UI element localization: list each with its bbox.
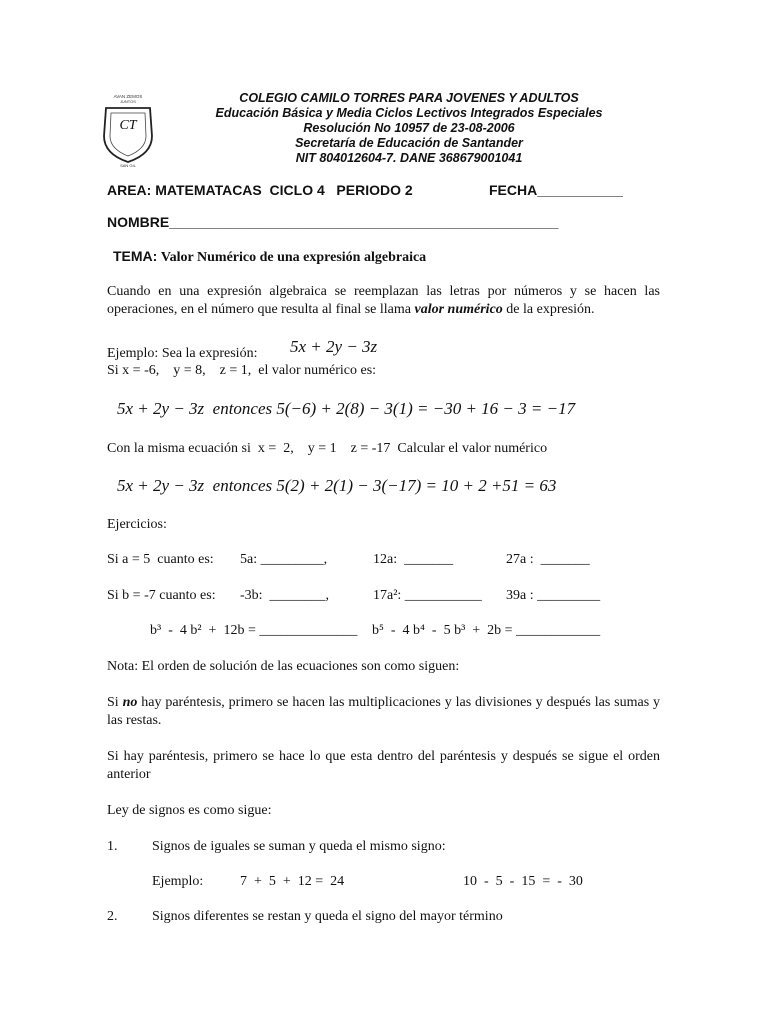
area-line: AREA: MATEMATACAS CICLO 4 PERIODO 2 [107, 182, 413, 198]
topic-label: TEMA: [113, 248, 158, 264]
exercise-row-b-cond: Si b = -7 cuanto es: [107, 588, 216, 603]
svg-text:JUNTOS: JUNTOS [120, 99, 136, 104]
intro-bold-term: valor numérico [414, 302, 503, 317]
exercise-row-a-c2[interactable]: 12a: _______ [373, 552, 454, 567]
list-number-2: 2. [107, 909, 118, 924]
exercise-row-a-cond: Si a = 5 cuanto es: [107, 552, 214, 567]
exercise-row-a-c3[interactable]: 27a : _______ [506, 552, 590, 567]
school-nit: NIT 804012604-7. DANE 368679001041 [295, 151, 523, 165]
example-equation-2: 5x + 2y − 3z entonces 5(2) + 2(1) − 3(−17) = 10 + 2 +51 = 63 [117, 476, 557, 495]
school-name: COLEGIO CAMILO TORRES PARA JOVENES Y ADULTOS [239, 91, 579, 105]
exercise-row-b-c2[interactable]: 17a²: ___________ [373, 588, 482, 603]
exercise-row-a-c1[interactable]: 5a: _________, [240, 552, 328, 567]
exercise-row-b-c1[interactable]: -3b: ________, [240, 588, 330, 603]
exercises-title: Ejercicios: [107, 517, 167, 532]
nombre-field: NOMBRE__________________________________________________ [107, 214, 559, 230]
topic-title: Valor Numérico de una expresión algebraica [160, 250, 427, 265]
parentheses-rule: Si hay paréntesis, primero se hace lo que esta dentro del paréntesis y después se sigue el orden anterior [107, 749, 660, 782]
example-label: Ejemplo: Sea la expresión: [107, 346, 258, 361]
no-rule-emphasis: no [122, 695, 138, 710]
school-program: Educación Básica y Media Ciclos Lectivos Integrados Especiales [215, 106, 603, 120]
topic-heading [113, 248, 426, 266]
logo-monogram: CT [119, 118, 137, 133]
exercise-row-b-c3[interactable]: 39a : _________ [506, 588, 601, 603]
no-rule-text: hay paréntesis, primero se hacen las multiplicaciones y las divisiones y después las sumas y las restas. [107, 695, 661, 728]
example-expression: 5x + 2y − 3z [290, 337, 378, 356]
school-header [0, 91, 768, 166]
example-subtraction: 10 - 5 - 15 = - 30 [463, 874, 583, 889]
list-item-1: Signos de iguales se suman y queda el mismo signo: [152, 839, 446, 854]
polynomial-exercise-1[interactable]: b³ - 4 b² + 12b = ______________ [150, 623, 358, 638]
intro-end: de la expresión. [506, 302, 595, 317]
no-rule-prefix: Si [107, 695, 119, 710]
school-resolution: Resolución No 10957 de 23-08-2006 [303, 121, 515, 135]
example-values: Si x = -6, y = 8, z = 1, el valor numérico es: [107, 363, 377, 378]
example-label-2: Ejemplo: [152, 874, 204, 889]
order-note: Nota: El orden de solución de las ecuaciones son como siguen: [107, 659, 460, 674]
sign-law-heading: Ley de signos es como sigue: [107, 803, 272, 818]
school-secretary: Secretaría de Educación de Santander [295, 136, 523, 150]
svg-text:SAN GIL: SAN GIL [120, 163, 136, 168]
list-number-1: 1. [107, 839, 118, 854]
example-sum: 7 + 5 + 12 = 24 [240, 874, 345, 889]
svg-text:AVAN ZEMOS: AVAN ZEMOS [113, 94, 143, 99]
polynomial-exercise-2[interactable]: b⁵ - 4 b⁴ - 5 b³ + 2b = ____________ [372, 623, 601, 638]
intro-text: Cuando en una expresión algebraica se reemplazan las letras por números y se hacen las operaciones, en el número que resulta al final se llama [107, 284, 660, 317]
example-equation-1: 5x + 2y − 3z entonces 5(−6) + 2(8) − 3(1) = −30 + 16 − 3 = −17 [117, 399, 576, 418]
example-same-text: Con la misma ecuación si x = 2, y = 1 z = -17 Calcular el valor numérico [107, 441, 548, 456]
no-parentheses-rule [107, 694, 660, 730]
list-item-2: Signos diferentes se restan y queda el signo del mayor término [152, 909, 503, 924]
intro-paragraph [107, 283, 660, 319]
fecha-field: FECHA___________ [489, 182, 623, 198]
